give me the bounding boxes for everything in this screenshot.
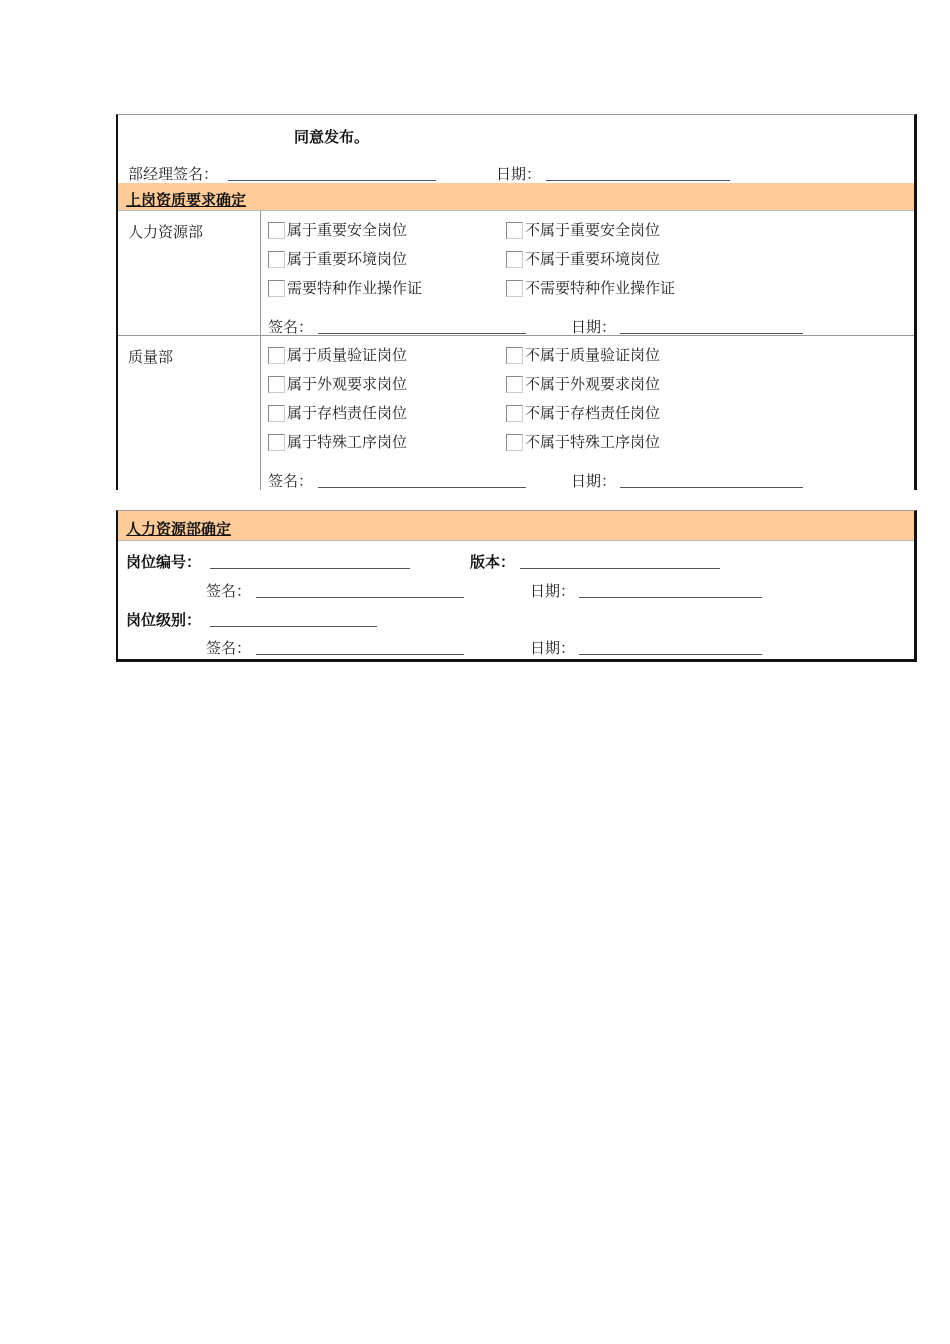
checkbox-icon[interactable] — [268, 376, 285, 393]
hr-dept-label: 人力资源部 — [128, 223, 204, 241]
checkbox-icon[interactable] — [506, 405, 523, 422]
option-label: 不属于重要安全岗位 — [525, 221, 661, 239]
quality-sign-label: 签名： — [268, 472, 314, 490]
hr-confirm-title: 人力资源部确定 — [126, 520, 232, 538]
option-label: 属于质量验证岗位 — [287, 346, 408, 364]
post-no-field[interactable] — [210, 568, 410, 569]
checkbox-quality-2-yes[interactable] — [268, 404, 407, 422]
post-no-date-label: 日期： — [530, 582, 576, 600]
option-label: 不属于存档责任岗位 — [525, 404, 661, 422]
option-label: 不属于外观要求岗位 — [525, 375, 661, 393]
hr-sign-label: 签名： — [268, 318, 314, 336]
option-label: 属于特殊工序岗位 — [287, 433, 408, 451]
checkbox-icon[interactable] — [506, 376, 523, 393]
checkbox-hr-1-no[interactable] — [506, 250, 660, 268]
checkbox-icon[interactable] — [506, 251, 523, 268]
option-label: 属于存档责任岗位 — [287, 404, 408, 422]
checkbox-icon[interactable] — [268, 347, 285, 364]
column-divider — [260, 211, 261, 490]
post-no-label: 岗位编号： — [126, 553, 202, 571]
quality-date-label: 日期： — [571, 472, 617, 490]
manager-sign-label: 部经理签名： — [128, 165, 219, 183]
checkbox-quality-1-no[interactable] — [506, 375, 660, 393]
checkbox-hr-0-yes[interactable] — [268, 221, 407, 239]
qualification-header — [118, 183, 914, 211]
checkbox-icon[interactable] — [268, 222, 285, 239]
option-label: 不需要特种作业操作证 — [525, 279, 676, 297]
checkbox-hr-1-yes[interactable] — [268, 250, 407, 268]
quality-dept-label: 质量部 — [128, 348, 174, 366]
checkbox-icon[interactable] — [268, 434, 285, 451]
post-level-sign-field[interactable] — [256, 654, 464, 655]
checkbox-hr-2-yes[interactable] — [268, 279, 422, 297]
checkbox-icon[interactable] — [506, 222, 523, 239]
checkbox-quality-3-yes[interactable] — [268, 433, 407, 451]
checkbox-quality-3-no[interactable] — [506, 433, 660, 451]
qualification-title: 上岗资质要求确定 — [126, 191, 247, 209]
hr-date-label: 日期： — [571, 318, 617, 336]
checkbox-icon[interactable] — [506, 280, 523, 297]
checkbox-hr-0-no[interactable] — [506, 221, 660, 239]
post-level-field[interactable] — [210, 626, 377, 627]
row-divider — [118, 335, 914, 336]
post-no-sign-field[interactable] — [256, 597, 464, 598]
option-label: 不属于特殊工序岗位 — [525, 433, 661, 451]
quality-sign-field[interactable] — [318, 487, 526, 488]
approval-date-field[interactable] — [546, 180, 730, 181]
option-label: 属于重要环境岗位 — [287, 250, 408, 268]
checkbox-icon[interactable] — [506, 347, 523, 364]
checkbox-icon[interactable] — [506, 434, 523, 451]
checkbox-quality-0-yes[interactable] — [268, 346, 407, 364]
checkbox-hr-2-no[interactable] — [506, 279, 675, 297]
checkbox-icon[interactable] — [268, 280, 285, 297]
post-no-sign-label: 签名： — [206, 582, 252, 600]
option-label: 需要特种作业操作证 — [287, 279, 423, 297]
agree-text: 同意发布。 — [294, 128, 370, 146]
post-level-date-label: 日期： — [530, 639, 576, 657]
hr-date-field[interactable] — [620, 333, 803, 334]
manager-sign-field[interactable] — [228, 180, 436, 181]
approval-date-label: 日期： — [496, 165, 542, 183]
checkbox-icon[interactable] — [268, 405, 285, 422]
hr-confirm-header — [118, 511, 914, 541]
option-label: 不属于重要环境岗位 — [525, 250, 661, 268]
post-level-label: 岗位级别： — [126, 611, 202, 629]
hr-confirm-section — [116, 510, 917, 662]
checkbox-quality-2-no[interactable] — [506, 404, 660, 422]
checkbox-icon[interactable] — [268, 251, 285, 268]
version-field[interactable] — [520, 568, 720, 569]
checkbox-quality-1-yes[interactable] — [268, 375, 407, 393]
version-label: 版本： — [470, 553, 516, 571]
approval-and-qualification-section — [116, 114, 917, 490]
option-label: 属于重要安全岗位 — [287, 221, 408, 239]
option-label: 属于外观要求岗位 — [287, 375, 408, 393]
post-no-date-field[interactable] — [579, 597, 762, 598]
option-label: 不属于质量验证岗位 — [525, 346, 661, 364]
post-level-date-field[interactable] — [579, 654, 762, 655]
post-level-sign-label: 签名： — [206, 639, 252, 657]
checkbox-quality-0-no[interactable] — [506, 346, 660, 364]
hr-sign-field[interactable] — [318, 333, 526, 334]
quality-date-field[interactable] — [620, 487, 803, 488]
